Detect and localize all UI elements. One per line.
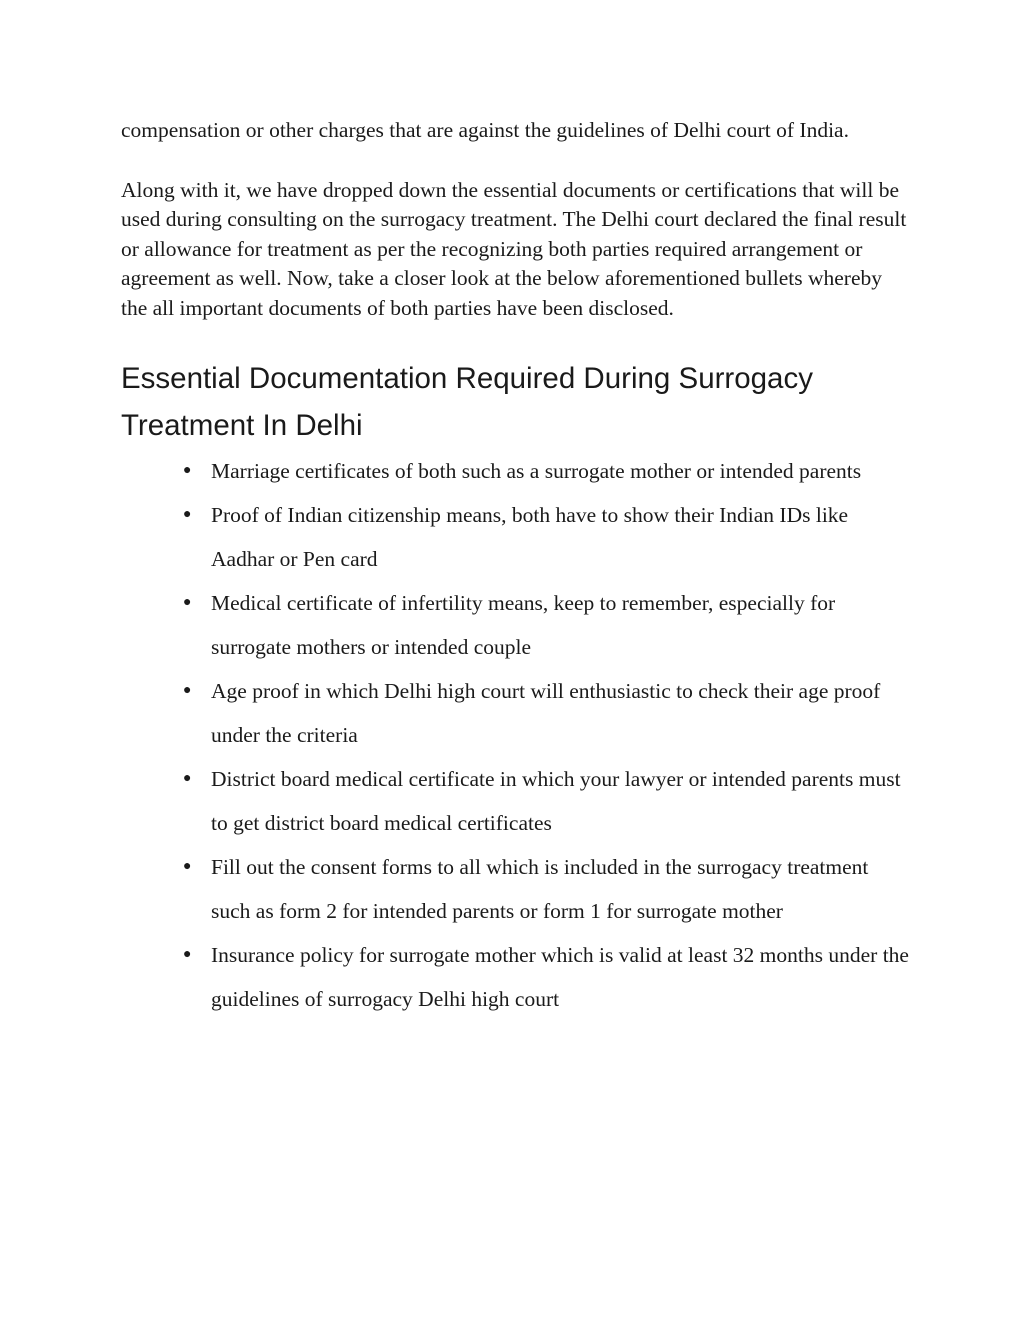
list-item-text: Proof of Indian citizenship means, both have to show their Indian IDs like Aadhar or Pen card — [211, 502, 849, 571]
list-item-text: Age proof in which Delhi high court will enthusiastic to check their age proof under the criteria — [211, 678, 881, 747]
list-item-text: Insurance policy for surrogate mother which is valid at least 32 months under the guidelines of surrogacy Delhi high court — [211, 942, 909, 1011]
bullet-icon: ● — [183, 506, 192, 522]
list-item-text: Marriage certificates of both such as a surrogate mother or intended parents — [211, 458, 862, 483]
list-item-text: Fill out the consent forms to all which is included in the surrogacy treatment such as form 2 for intended parents or form 1 for surrogate mother — [211, 854, 869, 923]
list-item-text: District board medical certificate in which your lawyer or intended parents must to get district board medical certificates — [211, 766, 901, 835]
bullet-icon: ● — [183, 770, 192, 786]
paragraph-documents-intro: Along with it, we have dropped down the essential documents or certifications that will be used during consulting on the surrogacy treatment. The Delhi court declared the final result or allowance for treatment as per the recognizing both parties required arrangement or agreement as well. Now, take a closer look at the below aforementioned bullets whereby the all important documents of both parties have been disclosed. — [121, 177, 907, 320]
list-item — [121, 449, 911, 493]
list-item — [121, 581, 911, 669]
list-item — [121, 669, 911, 757]
bullet-icon: ● — [183, 946, 192, 962]
list-item — [121, 493, 911, 581]
bullet-icon: ● — [183, 682, 192, 698]
list-item-text: Medical certificate of infertility means, keep to remember, especially for surrogate mothers or intended couple — [211, 590, 836, 659]
bullet-icon: ● — [183, 858, 192, 874]
bullet-icon: ● — [183, 594, 192, 610]
document-page — [121, 116, 911, 1021]
documents-list — [121, 449, 911, 1021]
list-item — [121, 933, 911, 1021]
section-heading: Essential Documentation Required During Surrogacy Treatment In Delhi — [121, 361, 813, 442]
list-item — [121, 845, 911, 933]
list-item — [121, 757, 911, 845]
bullet-icon: ● — [183, 462, 192, 478]
paragraph-compensation: compensation or other charges that are against the guidelines of Delhi court of India. — [121, 118, 849, 142]
